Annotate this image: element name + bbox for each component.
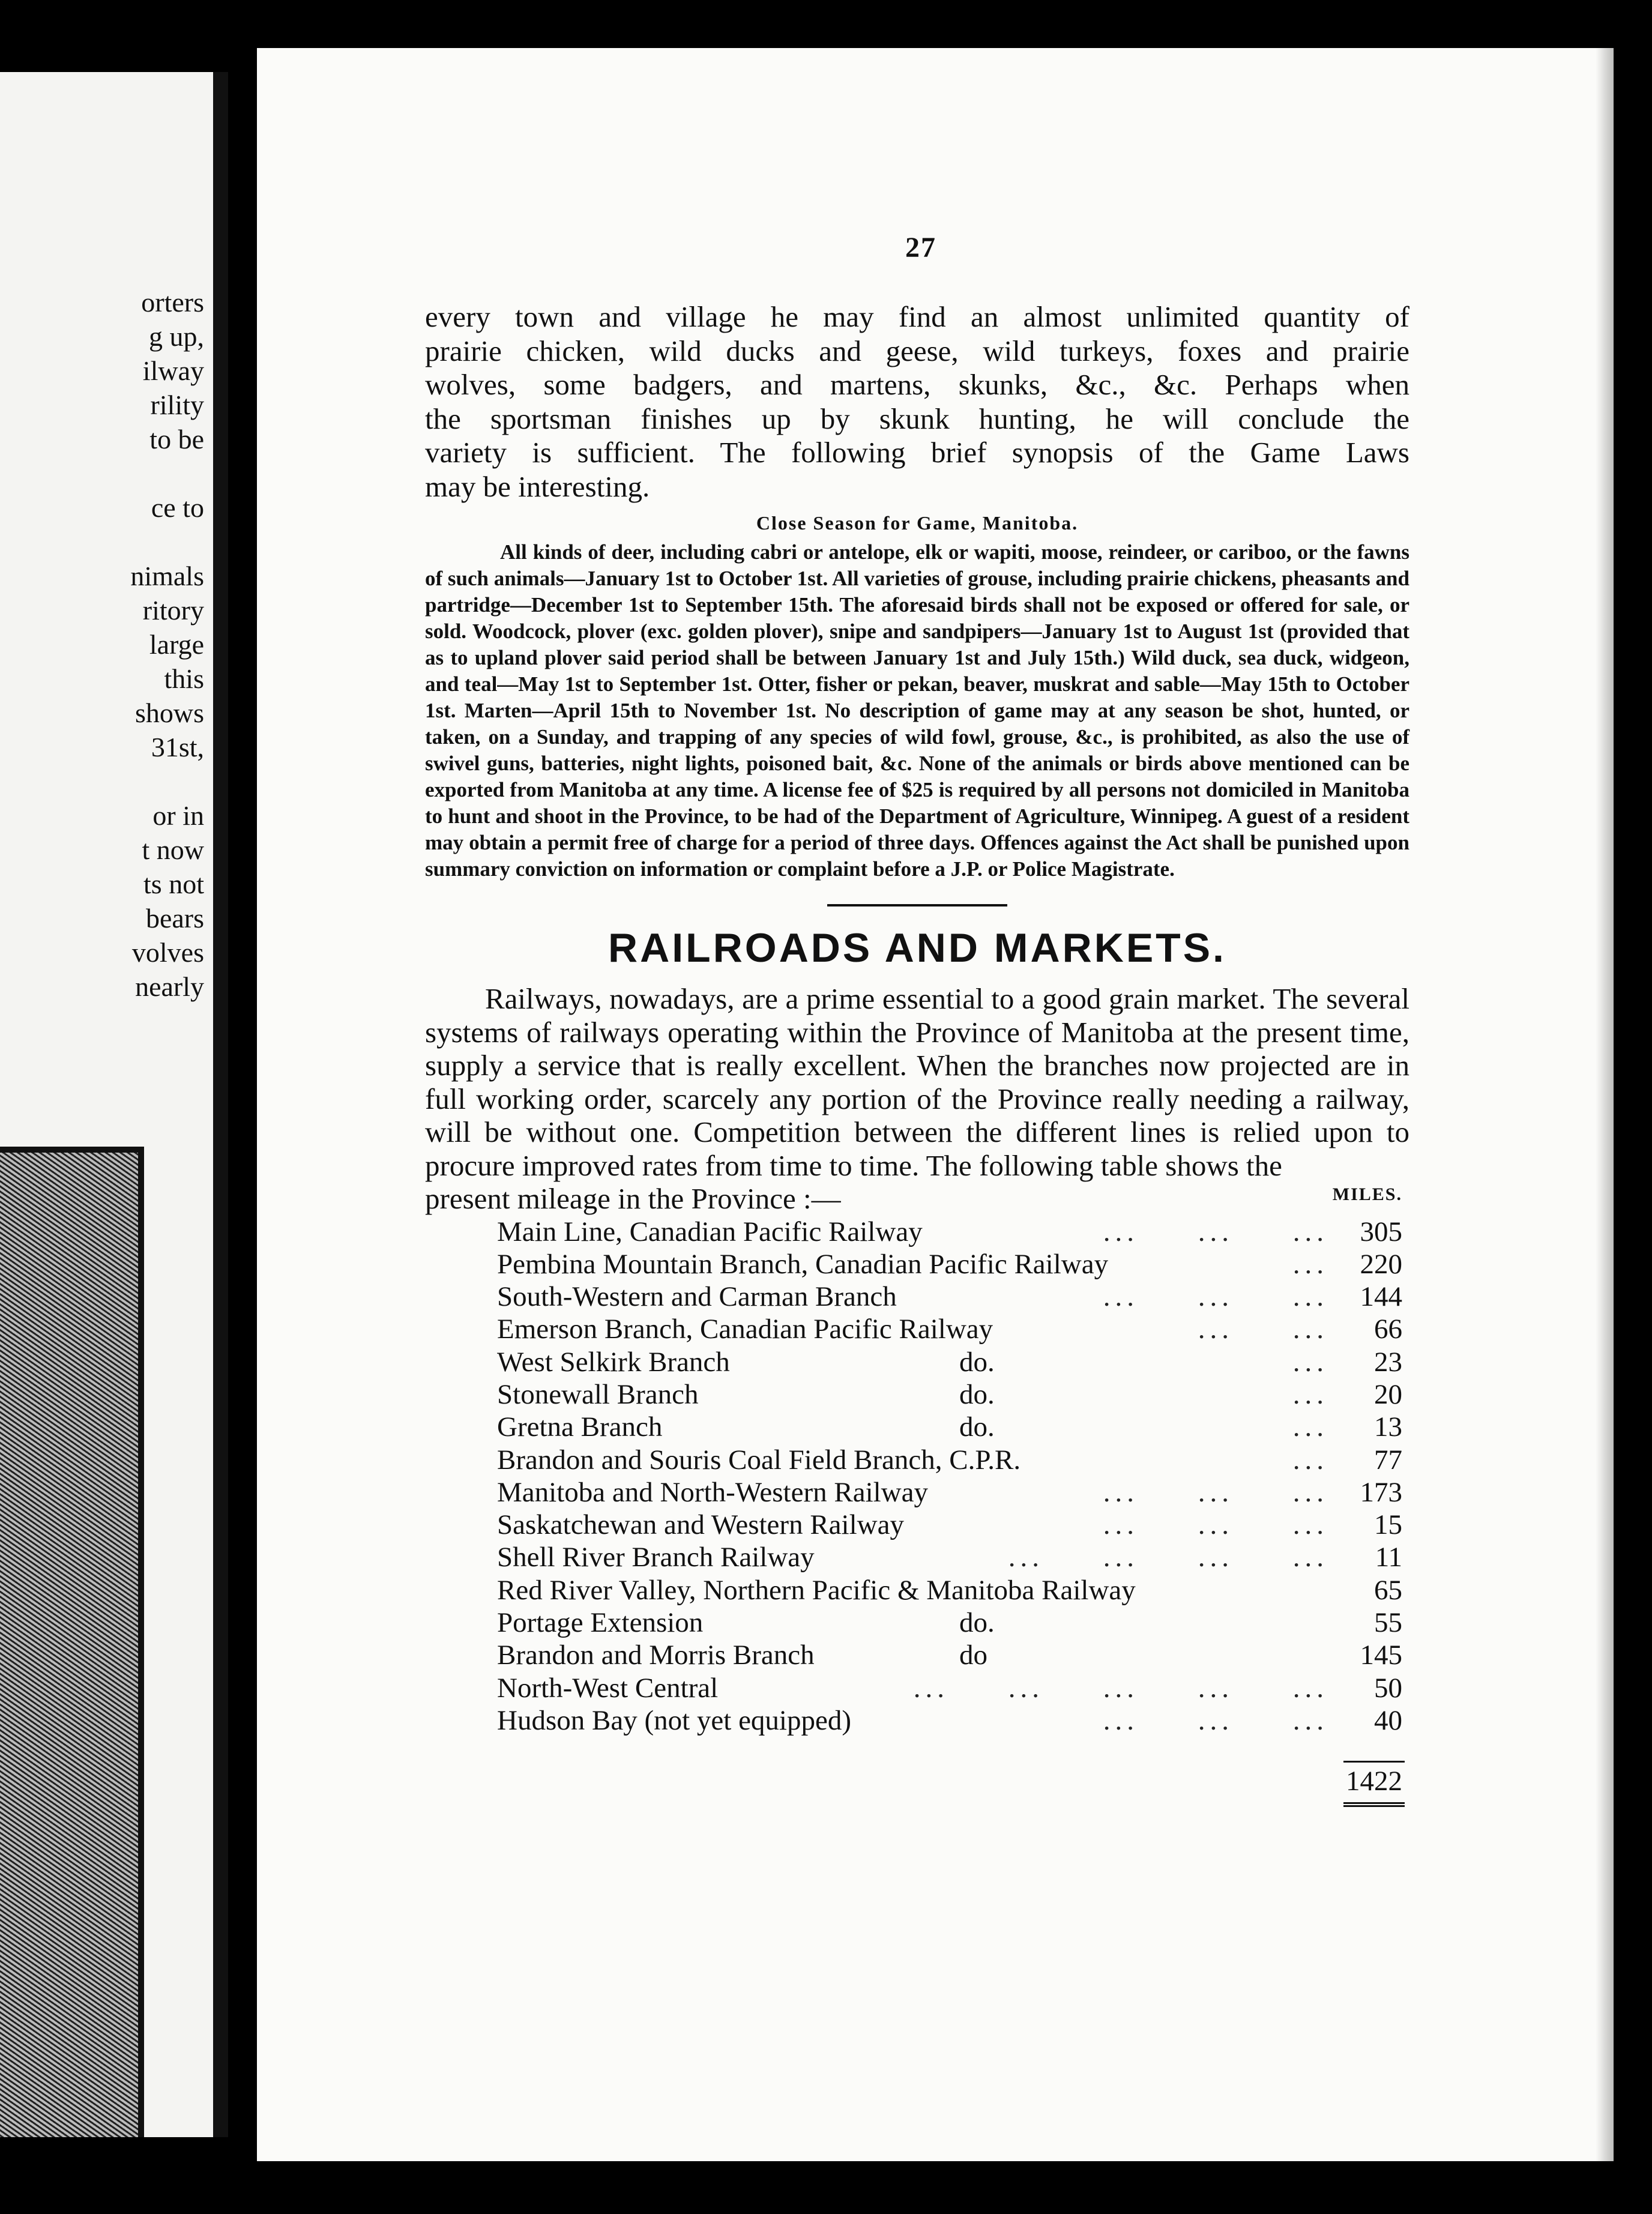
leader-dots: ... ... ... xyxy=(1067,1281,1328,1313)
mileage-row xyxy=(425,1378,1409,1411)
leader-dots: ... ... ... xyxy=(1067,1704,1328,1736)
total-miles: 1422 xyxy=(1343,1761,1405,1807)
ditto-note: do. xyxy=(959,1607,995,1639)
facing-page-line: ritory xyxy=(142,595,204,626)
intro-line: every town and village he may find an almost unlimited quantity of xyxy=(425,300,1409,333)
railway-miles: 66 xyxy=(1374,1314,1402,1345)
ditto-note: do. xyxy=(959,1378,995,1410)
railway-miles: 145 xyxy=(1360,1639,1402,1671)
railway-name: South-Western and Carman Branch ... ... ... xyxy=(497,1281,1328,1313)
page xyxy=(257,48,1614,2161)
intro-paragraph xyxy=(425,300,1409,504)
facing-page-line xyxy=(0,764,210,798)
railroads-paragraph-last-line: present mileage in the Province :— xyxy=(425,1182,841,1215)
leader-dots: ... xyxy=(1292,1444,1328,1476)
railway-miles: 173 xyxy=(1360,1476,1402,1508)
railway-miles: 40 xyxy=(1374,1704,1402,1736)
ditto-note: do xyxy=(959,1639,987,1671)
intro-line: may be interesting. xyxy=(425,469,650,503)
mileage-row xyxy=(425,1509,1409,1541)
leader-dots: ... xyxy=(1292,1346,1328,1378)
ditto-note: do. xyxy=(959,1346,995,1378)
leader-dots: ... ... ... ... xyxy=(996,1542,1328,1573)
page-gutter xyxy=(213,72,228,2137)
facing-page-line: ilway xyxy=(142,355,204,386)
section-title: RAILROADS AND MARKETS. xyxy=(608,925,1226,971)
facing-page-line: volves xyxy=(131,937,204,968)
facing-page-line: t now xyxy=(142,834,204,865)
facing-page-line: large xyxy=(149,629,204,660)
railway-name: Shell River Branch Railway ... ... ... ... xyxy=(497,1542,1328,1573)
facing-page-line: orters xyxy=(141,287,204,318)
page-number: 27 xyxy=(905,232,936,264)
railway-miles: 220 xyxy=(1360,1248,1402,1280)
intro-line: variety is sufficient. The following brief synopsis of the Game Laws xyxy=(425,436,1409,469)
total-row xyxy=(425,1761,1409,1807)
railway-name: Red River Valley, Northern Pacific & Manitoba Railway xyxy=(497,1574,1136,1606)
facing-page-line: ts not xyxy=(143,869,204,899)
intro-line: the sportsman finishes up by skunk hunting, he will conclude the xyxy=(425,402,1409,435)
leader-dots: ... ... ... ... ... xyxy=(902,1672,1328,1704)
facing-page-line xyxy=(0,456,210,490)
ditto-note: do. xyxy=(959,1411,995,1443)
railway-miles: 55 xyxy=(1374,1607,1402,1639)
facing-page-line: shows xyxy=(134,698,204,728)
railway-name: Stonewall Branch do. ... xyxy=(497,1378,1328,1410)
miles-column-header: MILES. xyxy=(1332,1184,1402,1204)
railway-name: Emerson Branch, Canadian Pacific Railway ... ... xyxy=(497,1314,1328,1345)
mileage-row xyxy=(425,1411,1409,1443)
railway-miles: 50 xyxy=(1374,1672,1402,1704)
railway-name: Manitoba and North-Western Railway ... ... ... xyxy=(497,1476,1328,1508)
mileage-row xyxy=(425,1541,1409,1573)
facing-page-line: nimals xyxy=(130,561,204,591)
mileage-row xyxy=(425,1704,1409,1737)
facing-page-line: bears xyxy=(145,903,204,934)
facing-page-line: 31st, xyxy=(151,732,204,762)
railroads-paragraph: Railways, nowadays, are a prime essential to a good grain market. The several systems of railways operating within the Province of Manitoba at the present time, supply a service that is really excellent. When the branches now projected are in full working order, scarcely any portion of the Province really needing a railway, will be without one. Competition between the different lines is relied upon to procure improved rates from time to time. The following table shows the present mileage in the Province :— xyxy=(425,982,1409,1215)
railway-miles: 23 xyxy=(1374,1346,1402,1378)
mileage-row xyxy=(425,1346,1409,1378)
railway-name: Main Line, Canadian Pacific Railway ... ... ... xyxy=(497,1216,1328,1247)
leader-dots: ... ... xyxy=(1174,1314,1328,1345)
game-law-paragraph: All kinds of deer, including cabri or antelope, elk or wapiti, moose, reindeer, or cariboo, or the fawns of such animals—January 1st to October 1st. All varieties of grouse, including prairie chickens, pheasants and partridge—December 1st to September 15th. The aforesaid birds shall not be exposed or offered for sale, or sold. Woodcock, plover (exc. golden plover), snipe and sandpipers—January 1st to August 1st (provided that as to upland plover said period shall be between January 1st and July 15th.) Wild duck, sea duck, widgeon, and teal—May 1st to September 1st. Otter, fisher or pekan, beaver, muskrat and sable—May 15th to October 1st. Marten—April 15th to November 1st. No description of game may at any season be shot, hunted, or taken, on a Sunday, and trapping of any species of wild fowl, grouse, &c., is prohibited, as also the use of swivel guns, batteries, night lights, poisoned bait, &c. None of the animals or birds above mentioned can be exported from Manitoba at any time. A license fee of $25 is required by all persons not domiciled in Manitoba to hunt and shoot in the Province, to be had of the Department of Agriculture, Winnipeg. A guest of a resident may obtain a permit free of charge for a period of three days. Offences against the Act shall be punished upon summary conviction on information or complaint before a J.P. or Police Magistrate. xyxy=(425,540,1409,881)
facing-page-line: ce to xyxy=(151,492,204,523)
leader-dots: ... ... ... xyxy=(1103,1216,1328,1247)
leader-dots: ... xyxy=(1292,1378,1328,1410)
railway-name: Pembina Mountain Branch, Canadian Pacific Railway ... xyxy=(497,1248,1328,1280)
railway-miles: 65 xyxy=(1374,1574,1402,1606)
facing-page-text xyxy=(0,285,210,1004)
mileage-row xyxy=(425,1248,1409,1280)
mileage-row xyxy=(425,1313,1409,1345)
page-edge-shadow xyxy=(1596,48,1614,2161)
railway-miles: 305 xyxy=(1360,1216,1402,1247)
railway-name: West Selkirk Branch do. ... xyxy=(497,1346,1328,1378)
railway-miles: 77 xyxy=(1374,1444,1402,1476)
railway-miles: 15 xyxy=(1374,1509,1402,1541)
mileage-row xyxy=(425,1444,1409,1476)
railway-name: North-West Central ... ... ... ... ... xyxy=(497,1672,1328,1704)
facing-page-line: or in xyxy=(152,800,204,831)
facing-page-line: to be xyxy=(149,424,204,454)
facing-page-fragment xyxy=(0,72,228,2137)
page-body xyxy=(425,300,1409,1807)
leader-dots: ... ... ... xyxy=(1091,1509,1328,1541)
intro-line: wolves, some badgers, and martens, skunks, &c., &c. Perhaps when xyxy=(425,368,1409,401)
facing-page-engraving xyxy=(0,1147,144,2137)
facing-page-line: g up, xyxy=(149,321,204,352)
mileage-row xyxy=(425,1280,1409,1313)
railway-miles: 11 xyxy=(1375,1542,1402,1573)
mileage-row xyxy=(425,1639,1409,1671)
railway-name: Portage Extension do. xyxy=(497,1607,995,1639)
mileage-row xyxy=(425,1216,1409,1248)
railway-name: Hudson Bay (not yet equipped) ... ... ... xyxy=(497,1704,1328,1736)
facing-page-line: this xyxy=(164,663,204,694)
leader-dots: ... ... ... xyxy=(1103,1476,1328,1508)
mileage-row xyxy=(425,1476,1409,1509)
railway-name: Brandon and Morris Branch do xyxy=(497,1639,987,1671)
section-divider xyxy=(827,904,1007,906)
facing-page-line: nearly xyxy=(135,971,204,1002)
mileage-row xyxy=(425,1606,1409,1639)
facing-page-line xyxy=(0,525,210,559)
mileage-row xyxy=(425,1574,1409,1606)
game-law-heading: Close Season for Game, Manitoba. xyxy=(756,512,1079,534)
facing-page-line: rility xyxy=(150,390,204,420)
leader-dots: ... xyxy=(1292,1411,1328,1443)
leader-dots: ... xyxy=(1292,1248,1328,1280)
railway-miles: 144 xyxy=(1360,1281,1402,1313)
intro-line: prairie chicken, wild ducks and geese, wild turkeys, foxes and prairie xyxy=(425,334,1409,367)
railway-name: Gretna Branch do. ... xyxy=(497,1411,1328,1443)
railway-name: Brandon and Souris Coal Field Branch, C.P.R. ... xyxy=(497,1444,1328,1476)
mileage-row xyxy=(425,1672,1409,1704)
railway-miles: 20 xyxy=(1374,1378,1402,1410)
railway-miles: 13 xyxy=(1374,1411,1402,1443)
railway-name: Saskatchewan and Western Railway ... ... ... xyxy=(497,1509,1328,1541)
